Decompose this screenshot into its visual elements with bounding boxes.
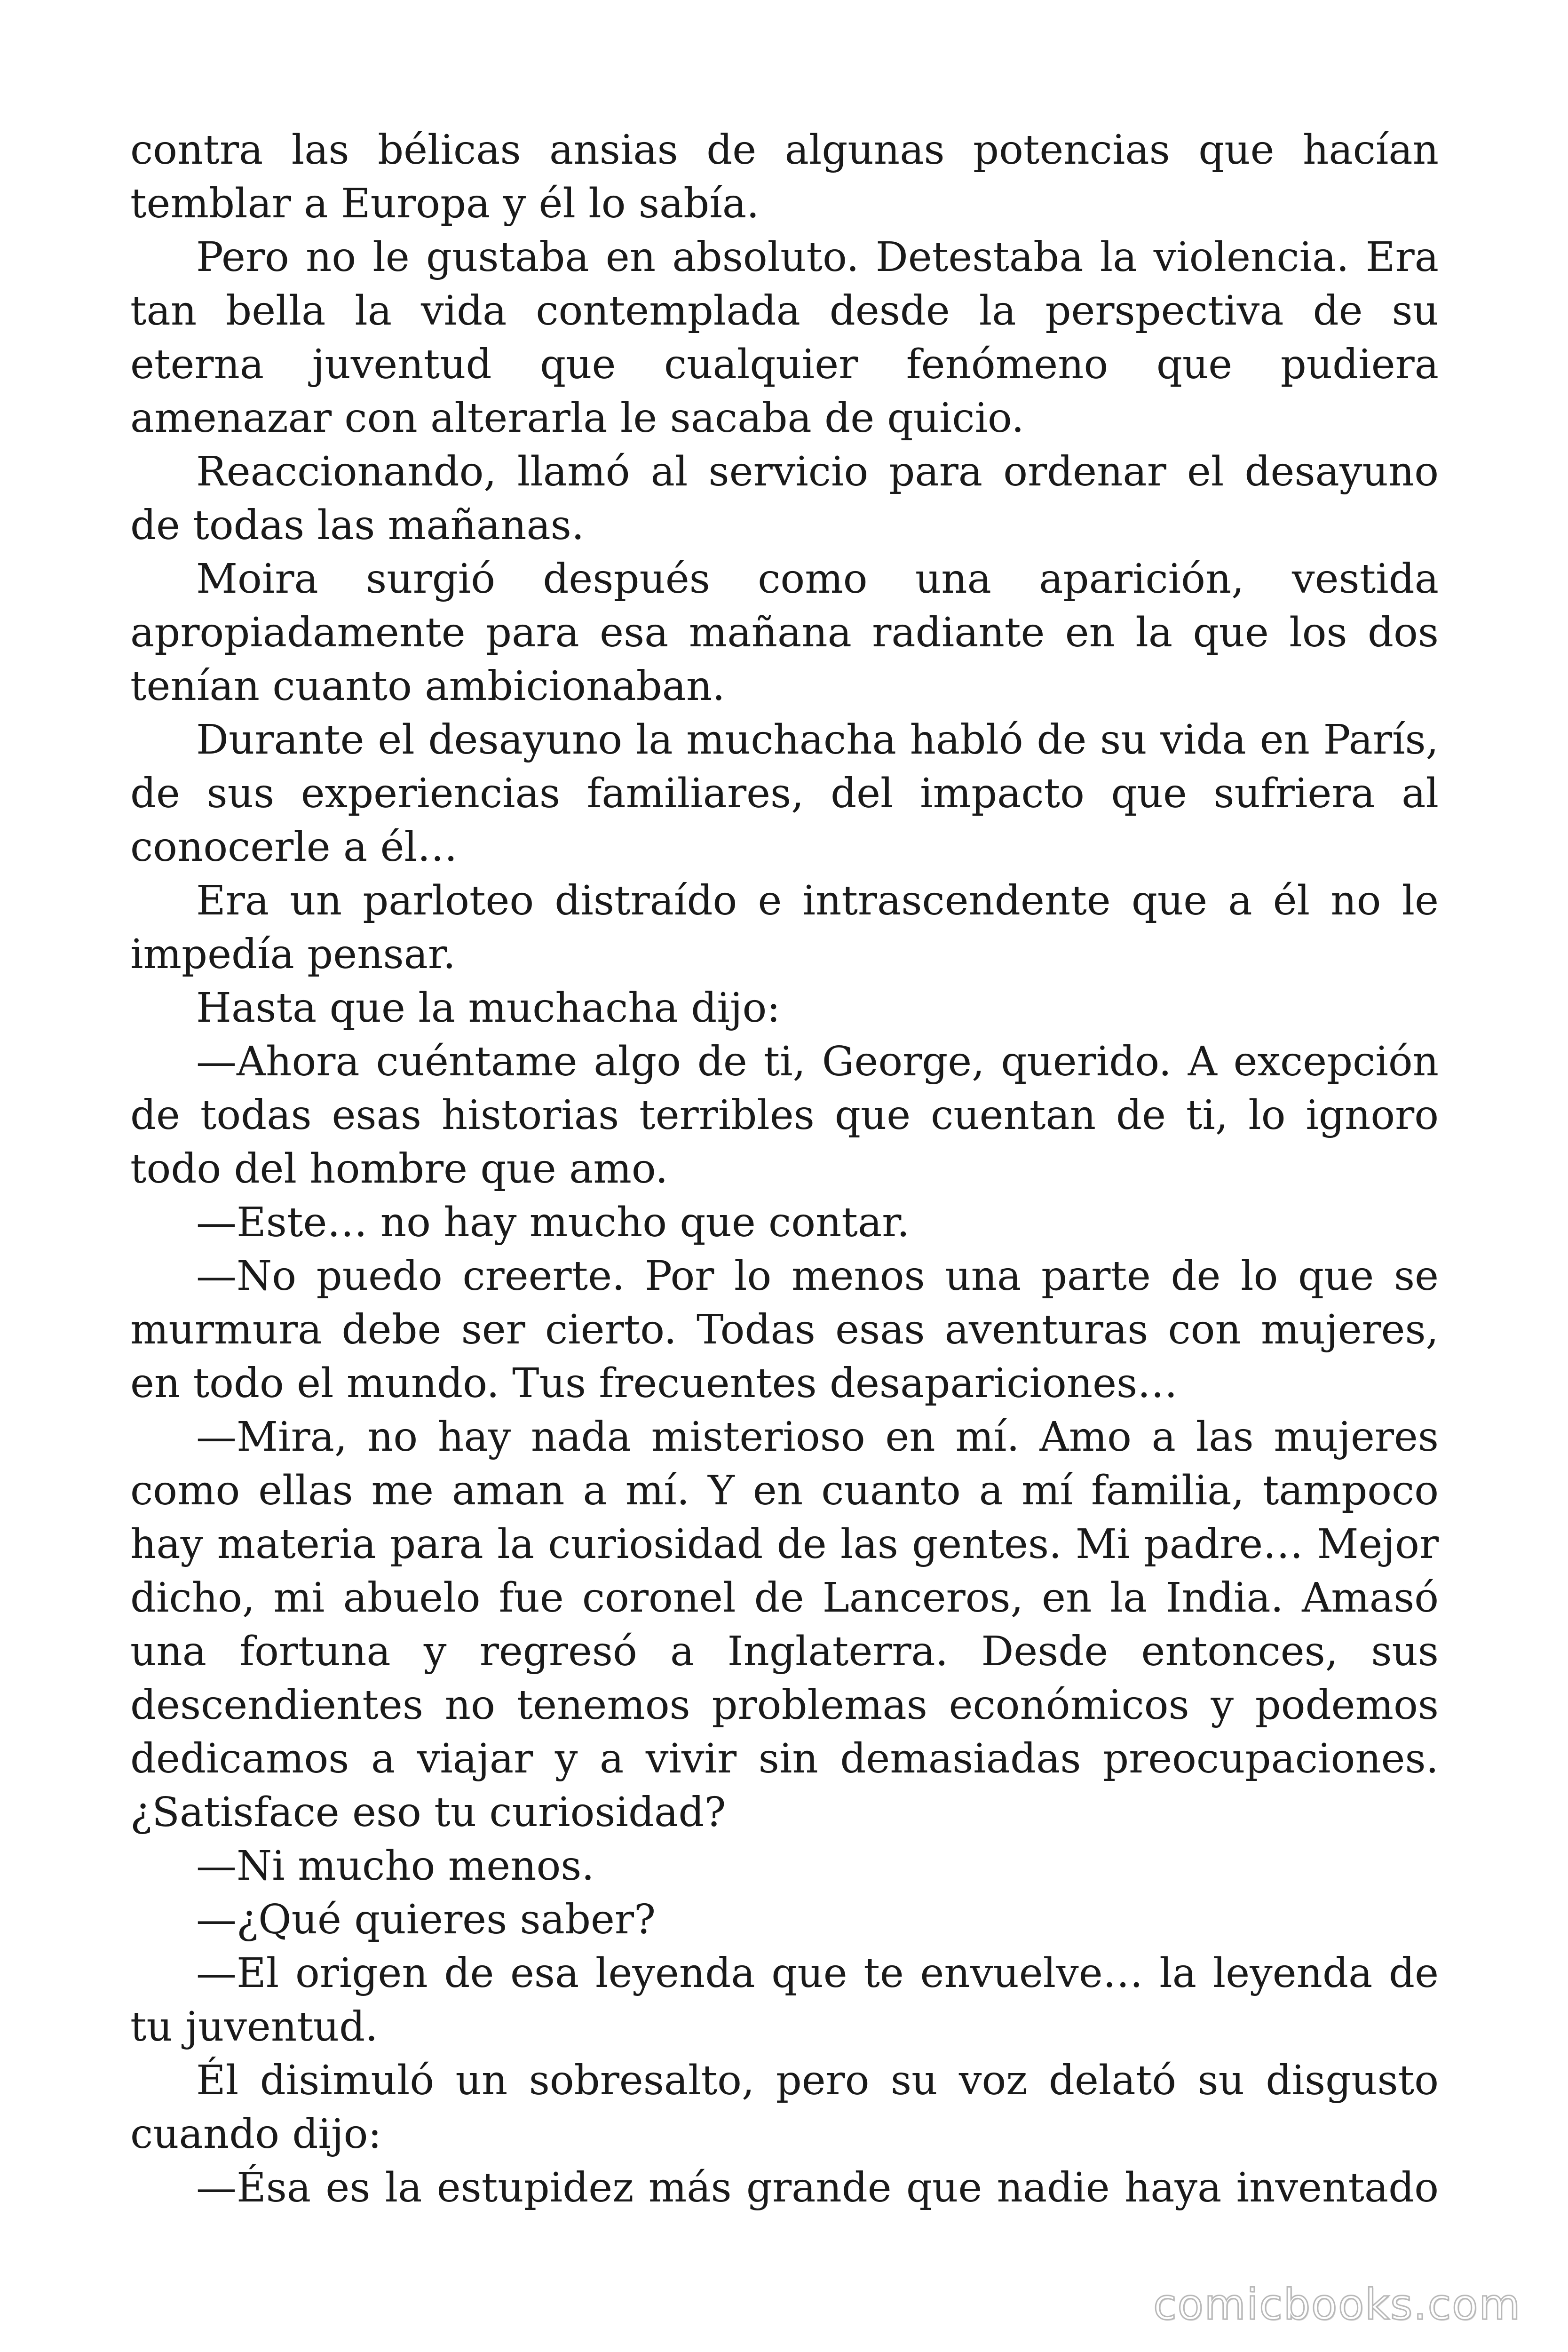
paragraph: —¿Qué quieres saber? [196, 1896, 656, 1943]
paragraph: —Ni mucho menos. [196, 1843, 594, 1890]
watermark: comicbooks.com [1153, 2280, 1521, 2329]
paragraph: Moira surgió después como una aparición, vestida apropiadamente para esa mañana radiante en la que los dos tenían cuanto ambicionaban. [130, 556, 1439, 710]
paragraph: Reaccionando, llamó al servicio para ordenar el desayuno de todas las mañanas. [130, 448, 1439, 549]
paragraph: Pero no le gustaba en absoluto. Detestaba la violencia. Era tan bella la vida contemplada desde la perspectiva de su eterna juventud que cualquier fenómeno que pudiera amenazar con alterarla le sacaba de quicio. [130, 234, 1439, 442]
paragraph: Era un parloteo distraído e intrascendente que a él no le impedía pensar. [130, 877, 1439, 978]
paragraph: Él disimuló un sobresalto, pero su voz delató su disgusto cuando dijo: [130, 2057, 1439, 2158]
paragraph: —El origen de esa leyenda que te envuelve… la leyenda de tu juventud. [130, 1950, 1439, 2050]
paragraph: —Ésa es la estupidez más grande que nadie haya inventado [196, 2164, 1439, 2211]
paragraph: —Este… no hay mucho que contar. [196, 1199, 910, 1246]
paragraph: Durante el desayuno la muchacha habló de su vida en París, de sus experiencias familiares, del impacto que sufriera al conocerle a él… [130, 716, 1439, 871]
paragraph: —Mira, no hay nada misterioso en mí. Amo a las mujeres como ellas me aman a mí. Y en cuanto a mí familia, tampoco hay materia para la curiosidad de las gentes. Mi padre… Mejor dicho, mi abuelo fue coronel de Lanceros, en la India. Amasó una fortuna y regresó a Inglaterra. Desde entonces, sus descendientes no tenemos problemas económicos y podemos dedicamos a viajar y a vivir sin demasiadas preocupaciones. ¿Satisface eso tu curiosidad? [130, 1414, 1439, 1836]
paragraph: contra las bélicas ansias de algunas potencias que hacían temblar a Europa y él lo sabía. [130, 127, 1439, 227]
paragraph: —Ahora cuéntame algo de ti, George, querido. A excepción de todas esas historias terribles que cuentan de ti, lo ignoro todo del hombre que amo. [130, 1038, 1439, 1192]
body-text [130, 123, 1439, 2215]
paragraph: —No puedo creerte. Por lo menos una parte de lo que se murmura debe ser cierto. Todas esas aventuras con mujeres, en todo el mundo. Tus frecuentes desapariciones… [130, 1253, 1439, 1407]
paragraph: Hasta que la muchacha dijo: [196, 985, 781, 1032]
